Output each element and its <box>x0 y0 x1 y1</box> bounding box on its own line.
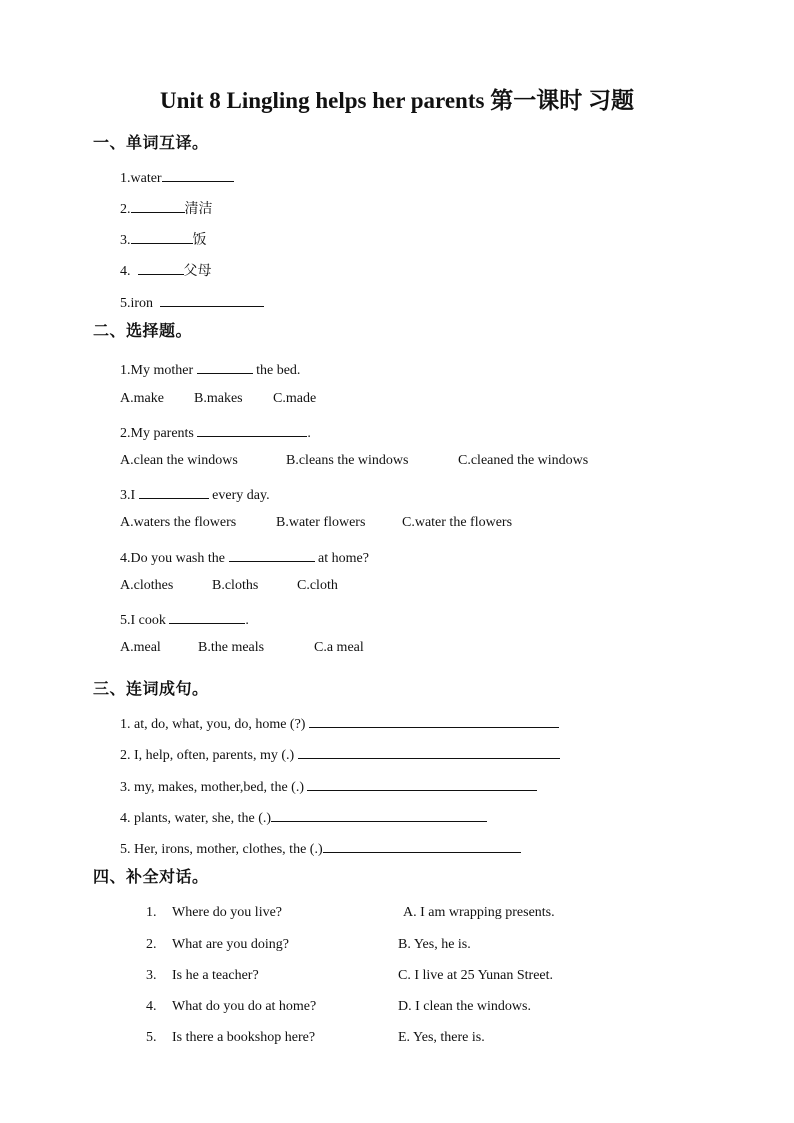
question-text: at home? <box>318 551 369 566</box>
answer-blank[interactable] <box>139 484 209 499</box>
option-b[interactable]: B.water flowers <box>276 515 366 530</box>
vocab-word-cn: 饭 <box>192 232 207 248</box>
vocab-item-2 <box>120 198 213 218</box>
section-heading-4: 四、补全对话。 <box>93 867 209 886</box>
answer-blank[interactable] <box>131 229 193 244</box>
question-3 <box>120 484 270 504</box>
word-list: 3. my, makes, mother,bed, the (.) <box>120 780 304 795</box>
option-b[interactable]: B.cloths <box>212 578 259 593</box>
sentence-item-4 <box>120 807 487 827</box>
answer-blank[interactable] <box>229 547 315 562</box>
dialog-answer: E. Yes, there is. <box>398 1030 485 1045</box>
option-a[interactable]: A.meal <box>120 640 161 655</box>
answer-blank[interactable] <box>197 359 253 374</box>
vocab-item-5 <box>120 292 264 312</box>
section-heading-3: 三、连词成句。 <box>93 679 209 698</box>
vocab-word: 5.iron <box>120 296 154 311</box>
answer-blank[interactable] <box>271 807 487 822</box>
dialog-question: Where do you live? <box>172 905 283 920</box>
option-c[interactable]: C.cleaned the windows <box>458 453 589 468</box>
question-4 <box>120 547 369 567</box>
dialog-answer: D. I clean the windows. <box>398 999 531 1014</box>
page-title: Unit 8 Lingling helps her parents 第一课时 习题 <box>160 88 634 113</box>
option-a[interactable]: A.clothes <box>120 578 174 593</box>
dialog-question: Is he a teacher? <box>172 968 259 983</box>
dialog-question: What are you doing? <box>172 937 290 952</box>
question-text: every day. <box>212 488 270 503</box>
section-heading-2: 二、选择题。 <box>93 321 193 340</box>
option-a[interactable]: A.make <box>120 391 164 406</box>
sentence-item-2 <box>120 744 560 764</box>
answer-blank[interactable] <box>307 776 537 791</box>
answer-blank[interactable] <box>197 422 307 437</box>
question-text: . <box>307 426 311 441</box>
vocab-item-3 <box>120 229 207 249</box>
dialog-answer: C. I live at 25 Yunan Street. <box>398 968 554 983</box>
question-text: 4.Do you wash the <box>120 551 225 566</box>
dialog-answer: A. I am wrapping presents. <box>403 905 555 920</box>
word-list: 2. I, help, often, parents, my (.) <box>120 748 295 763</box>
option-b[interactable]: B.the meals <box>198 640 265 655</box>
option-b[interactable]: B.cleans the windows <box>286 453 409 468</box>
question-text: 5.I cook <box>120 613 166 628</box>
answer-blank[interactable] <box>131 198 185 213</box>
vocab-word: 1.water <box>120 171 162 186</box>
answer-blank[interactable] <box>309 713 559 728</box>
word-list: 5. Her, irons, mother, clothes, the (.) <box>120 842 323 857</box>
option-c[interactable]: C.cloth <box>297 578 338 593</box>
question-1 <box>120 359 300 379</box>
dialog-number: 2. <box>146 937 157 952</box>
question-2 <box>120 422 311 442</box>
option-c[interactable]: C.made <box>273 391 317 406</box>
word-list: 1. at, do, what, you, do, home (?) <box>120 717 306 732</box>
dialog-number: 3. <box>146 968 157 983</box>
question-text: . <box>245 613 249 628</box>
question-text: 3.I <box>120 488 136 503</box>
question-text: the bed. <box>256 363 301 378</box>
dialog-number: 1. <box>146 905 157 920</box>
question-text: 1.My mother <box>120 363 194 378</box>
option-a[interactable]: A.clean the windows <box>120 453 238 468</box>
item-number: 2. <box>120 202 131 217</box>
option-a[interactable]: A.waters the flowers <box>120 515 237 530</box>
item-number: 4. <box>120 264 131 279</box>
dialog-question: What do you do at home? <box>172 999 317 1014</box>
dialog-answer: B. Yes, he is. <box>398 937 471 952</box>
dialog-number: 4. <box>146 999 157 1014</box>
option-b[interactable]: B.makes <box>194 391 243 406</box>
question-text: 2.My parents <box>120 426 194 441</box>
option-c[interactable]: C.water the flowers <box>402 515 513 530</box>
answer-blank[interactable] <box>138 260 184 275</box>
word-list: 4. plants, water, she, the (.) <box>120 811 272 826</box>
dialog-number: 5. <box>146 1030 157 1045</box>
answer-blank[interactable] <box>169 609 245 624</box>
section-heading-1: 一、单词互译。 <box>93 133 209 152</box>
vocab-word-cn: 父母 <box>183 263 212 279</box>
item-number: 3. <box>120 233 131 248</box>
question-5 <box>120 609 249 629</box>
vocab-item-4 <box>120 260 212 280</box>
option-c[interactable]: C.a meal <box>314 640 364 655</box>
vocab-item-1 <box>120 167 234 187</box>
vocab-word-cn: 清洁 <box>184 201 213 217</box>
answer-blank[interactable] <box>162 167 234 182</box>
sentence-item-1 <box>120 713 559 733</box>
answer-blank[interactable] <box>323 838 521 853</box>
answer-blank[interactable] <box>160 292 264 307</box>
answer-blank[interactable] <box>298 744 560 759</box>
sentence-item-5 <box>120 838 521 858</box>
sentence-item-3 <box>120 776 537 796</box>
dialog-question: Is there a bookshop here? <box>172 1030 316 1045</box>
